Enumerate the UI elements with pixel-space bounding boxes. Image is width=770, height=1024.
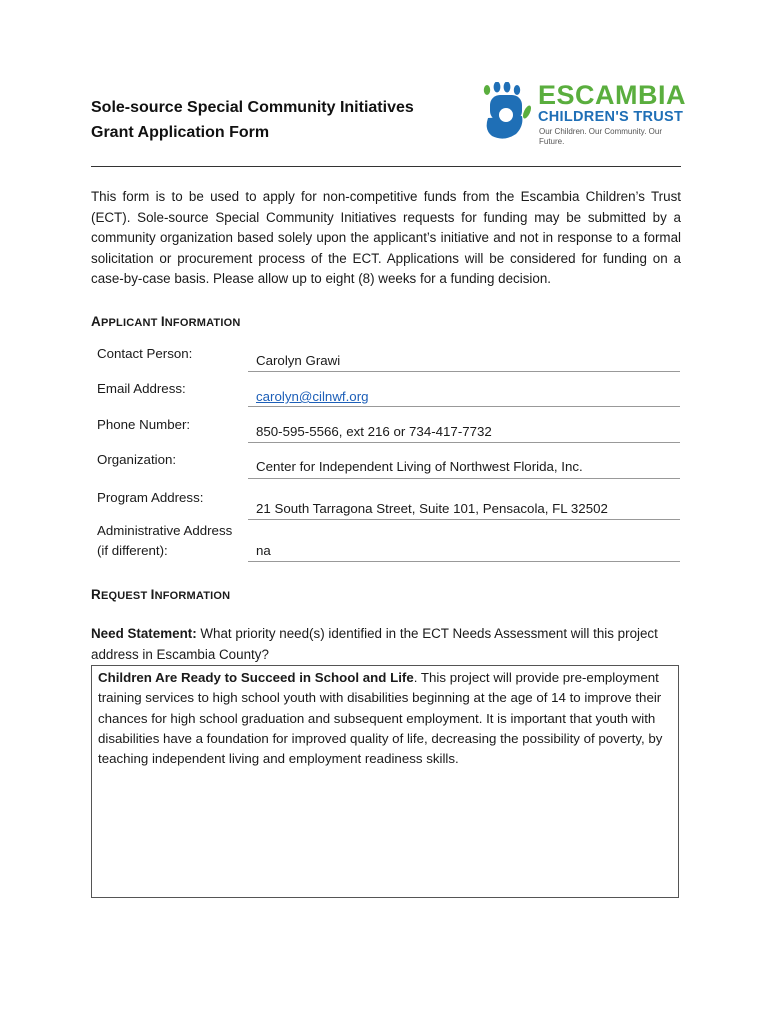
form-title-line-2: Grant Application Form (91, 124, 270, 141)
organization-label: Organization: (97, 452, 177, 467)
need-statement-label: Need Statement: (91, 626, 197, 641)
handprint-icon (478, 82, 534, 140)
phone-number-underline (248, 442, 680, 443)
escambia-childrens-trust-logo (478, 80, 688, 146)
logo-subtitle: CHILDREN'S TRUST (538, 109, 684, 125)
need-statement-answer[interactable]: Children Are Ready to Succeed in School and Life. This project will provide pre-employment training services to high school youth with disabilities beginning at the age of 14 to improve their chances for high school graduation and subsequent employment. It is important that youth with disabilities have a foundation for improved quality of life, decreasing the possibility of poverty, by teaching independent living and employment readiness skills. (98, 670, 663, 767)
intro-paragraph: This form is to be used to apply for non-competitive funds from the Escambia Children’s Trust (ECT). Sole-source Special Community Initiatives requests for funding may be submitted by a community organization based solely upon the applicant’s initiative and not in response to a formal solicitation or procurement process of the ECT. Applications will be considered for funding on a case-by-case basis. Please allow up to eight (8) weeks for a funding decision. (91, 189, 681, 286)
program-address-underline (248, 519, 680, 520)
need-priority-title: Children Are Ready to Succeed in School and Life (98, 670, 414, 685)
form-title (91, 95, 414, 145)
administrative-address-label: Administrative Address (if different): (97, 523, 233, 558)
form-title-line-1: Sole-source Special Community Initiatives (91, 99, 414, 116)
contact-person-field[interactable]: Carolyn Grawi (256, 353, 341, 368)
administrative-address-underline (248, 561, 680, 562)
phone-number-field[interactable]: 850-595-5566, ext 216 or 734-417-7732 (256, 424, 492, 439)
phone-number-label: Phone Number: (97, 417, 191, 432)
need-statement-question: Need Statement: What priority need(s) identified in the ECT Needs Assessment will this project address in Escambia County? (91, 626, 658, 662)
logo-wordmark: ESCAMBIA (538, 80, 687, 110)
logo-tagline: Our Children. Our Community. Our Future. (539, 127, 662, 146)
program-address-field[interactable]: 21 South Tarragona Street, Suite 101, Pensacola, FL 32502 (256, 501, 608, 516)
email-address-label: Email Address: (97, 381, 186, 396)
organization-field[interactable]: Center for Independent Living of Northwest Florida, Inc. (256, 459, 583, 474)
organization-underline (248, 478, 680, 479)
request-information-heading: REQUEST INFORMATION (91, 587, 231, 602)
email-address-underline (248, 406, 680, 407)
email-address-link[interactable]: carolyn@cilnwf.org (256, 389, 369, 404)
applicant-information-heading: APPLICANT INFORMATION (91, 314, 241, 329)
contact-person-underline (248, 371, 680, 372)
header-divider (91, 166, 681, 167)
administrative-address-field[interactable]: na (256, 543, 271, 558)
program-address-label: Program Address: (97, 490, 204, 505)
contact-person-label: Contact Person: (97, 346, 193, 361)
